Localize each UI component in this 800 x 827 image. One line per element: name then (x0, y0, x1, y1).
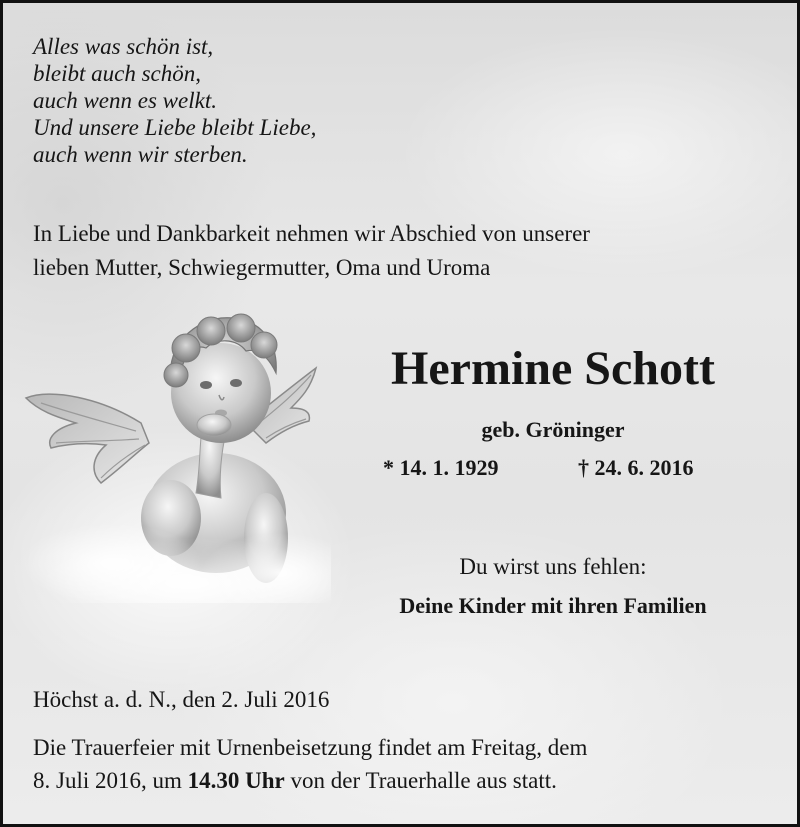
funeral-line (33, 764, 587, 797)
birth-date: * 14. 1. 1929 (383, 455, 499, 480)
farewell-text: Du wirst uns fehlen: (459, 554, 647, 579)
cherub-angel-icon (21, 303, 331, 603)
funeral-time: 14.30 Uhr (187, 768, 285, 793)
deceased-name: Hermine Schott (391, 342, 715, 395)
funeral-date-text: 8. Juli 2016, um (33, 768, 188, 793)
poem-line: Und unsere Liebe bleibt Liebe, (33, 115, 317, 140)
intro-line: lieben Mutter, Schwiegermutter, Oma und Uroma (33, 255, 491, 280)
poem-line: bleibt auch schön, (33, 61, 201, 86)
funeral-info (33, 731, 587, 797)
poem (33, 33, 316, 168)
poem-line: auch wenn wir sterben. (33, 142, 248, 167)
poem-line: auch wenn es welkt. (33, 88, 217, 113)
mourners-signature: Deine Kinder mit ihren Familien (399, 593, 707, 618)
funeral-location-text: von der Trauerhalle aus statt. (284, 768, 557, 793)
funeral-line: Die Trauerfeier mit Urnenbeisetzung findet am Freitag, dem (33, 735, 588, 760)
intro-line: In Liebe und Dankbarkeit nehmen wir Abschied von unserer (33, 221, 590, 246)
death-date: † 24. 6. 2016 (578, 455, 694, 480)
maiden-name: geb. Gröninger (481, 417, 625, 442)
place-and-date: Höchst a. d. N., den 2. Juli 2016 (33, 687, 330, 712)
poem-line: Alles was schön ist, (33, 34, 214, 59)
intro-text (33, 217, 590, 285)
